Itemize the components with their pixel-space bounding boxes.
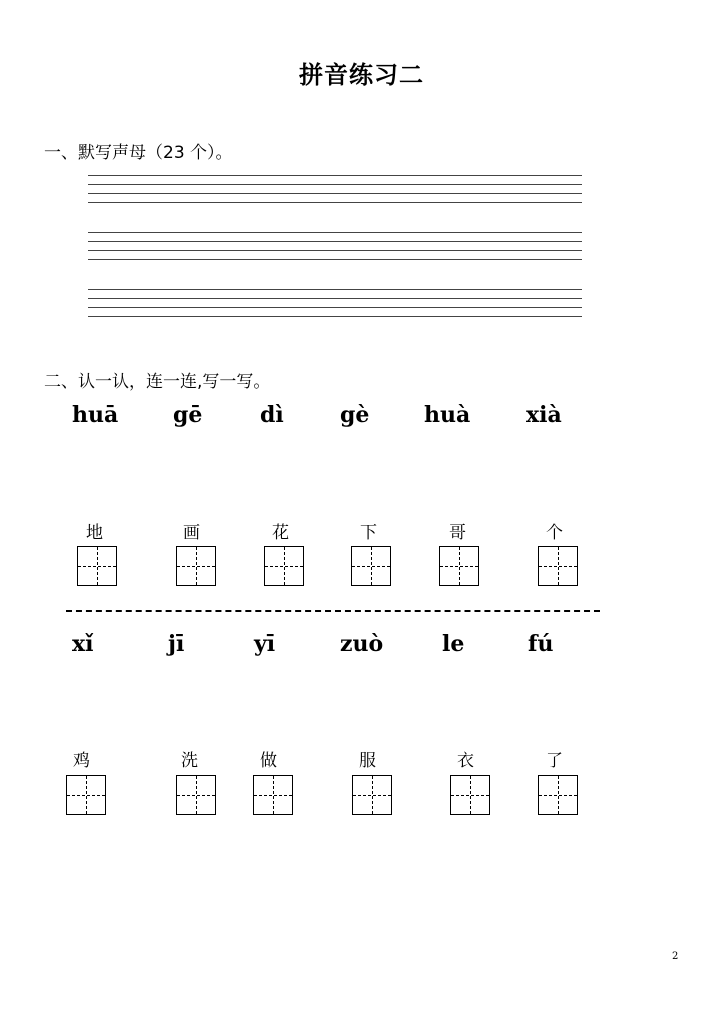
hanzi-di: 地 (86, 523, 103, 543)
hanzi-fu: 服 (359, 751, 376, 771)
hanzi-ge-brother: 哥 (449, 523, 466, 543)
writing-grid[interactable] (253, 775, 293, 815)
pinyin-ji1: jī (168, 631, 185, 657)
pinyin-hua1: huā (72, 402, 119, 428)
pinyin-zuo4: zuò (340, 631, 384, 657)
hanzi-hua-painting: 画 (183, 523, 200, 543)
pinyin-le: le (442, 631, 465, 657)
writing-grid[interactable] (176, 546, 216, 586)
writing-grid[interactable] (538, 546, 578, 586)
page-number: 2 (672, 951, 679, 962)
page-title: 拼音练习二 (299, 61, 424, 89)
writing-grid[interactable] (450, 775, 490, 815)
section-2-heading: 二、认一认，连一连,写一写。 (44, 372, 271, 392)
hanzi-xi: 洗 (181, 751, 198, 771)
writing-lines-1[interactable] (88, 175, 582, 211)
hanzi-ji: 鸡 (73, 751, 90, 771)
hanzi-hua-flower: 花 (272, 523, 289, 543)
writing-lines-3[interactable] (88, 289, 582, 325)
pinyin-fu2: fú (528, 631, 554, 657)
writing-grid[interactable] (264, 546, 304, 586)
writing-grid[interactable] (66, 775, 106, 815)
pinyin-ge4: gè (340, 402, 370, 428)
hanzi-le: 了 (546, 751, 563, 771)
dashed-divider (66, 610, 600, 612)
pinyin-ge1: gē (173, 402, 203, 428)
pinyin-hua4: huà (424, 402, 471, 428)
writing-grid[interactable] (352, 775, 392, 815)
hanzi-ge-measure: 个 (546, 523, 563, 543)
hanzi-xia: 下 (360, 523, 377, 543)
writing-grid[interactable] (351, 546, 391, 586)
hanzi-yi: 衣 (457, 751, 474, 771)
writing-grid[interactable] (176, 775, 216, 815)
hanzi-zuo: 做 (260, 751, 277, 771)
pinyin-yi1: yī (254, 631, 276, 657)
pinyin-di4: dì (260, 402, 284, 428)
writing-grid[interactable] (439, 546, 479, 586)
pinyin-xi3: xǐ (72, 631, 94, 657)
section-1-heading: 一、默写声母（23 个）。 (44, 143, 233, 163)
pinyin-xia4: xià (526, 402, 562, 428)
writing-lines-2[interactable] (88, 232, 582, 268)
writing-grid[interactable] (538, 775, 578, 815)
writing-grid[interactable] (77, 546, 117, 586)
